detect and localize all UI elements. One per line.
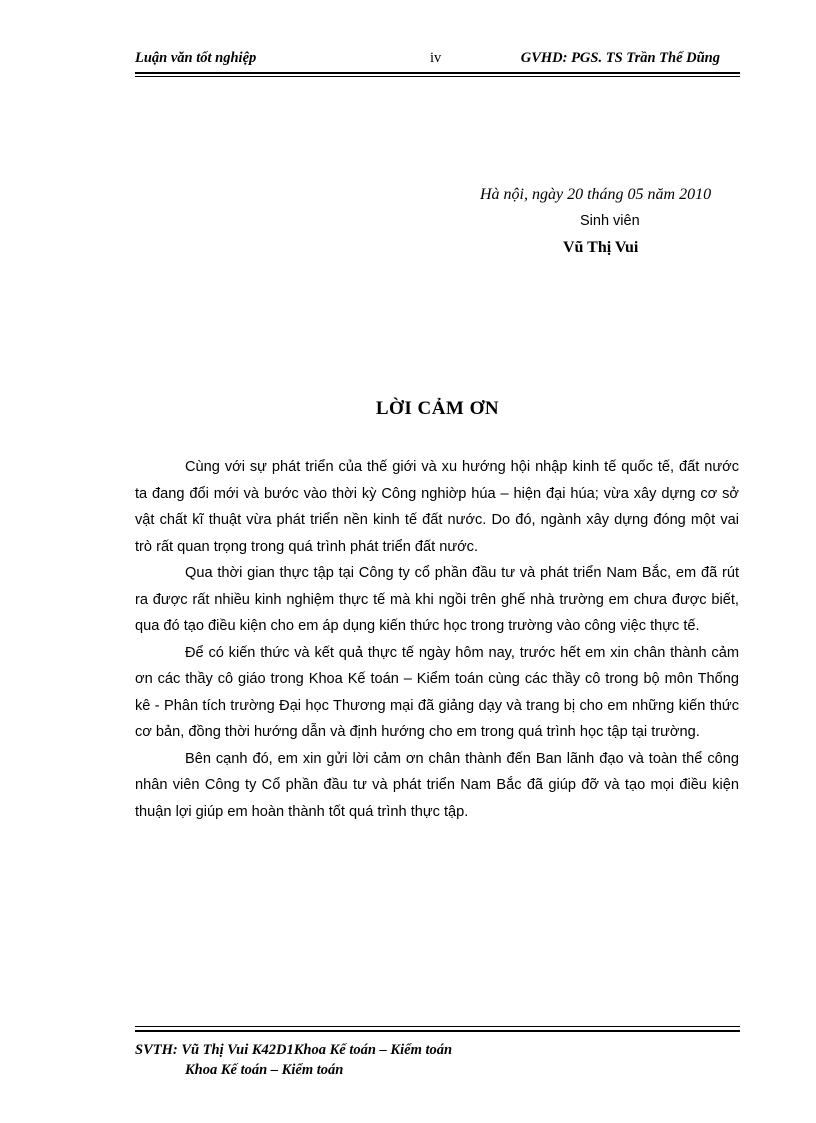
header-rule-thin <box>135 76 740 77</box>
signature-name: Vũ Thị Vui <box>563 239 639 256</box>
page-footer <box>135 1040 740 1080</box>
footer-department-line: Khoa Kế toán – Kiểm toán <box>185 1062 344 1078</box>
paragraph: Bên cạnh đó, em xin gửi lời cảm ơn chân thành đến Ban lãnh đạo và toàn thể công nhân viên Công ty Cổ phần đầu tư và phát triển Nam Bắc đã giúp đỡ và tạo mọi điều kiện thuận lợi giúp em hoàn thành tốt quá trình thực tập. <box>135 750 739 820</box>
signature-date: Hà nội, ngày 20 tháng 05 năm 2010 <box>480 186 712 203</box>
body-text <box>135 454 739 825</box>
signature-role: Sinh viên <box>580 213 640 229</box>
page-title: LỜI CẢM ƠN <box>375 398 500 419</box>
header-supervisor: GVHD: PGS. TS Trần Thế Dũng <box>520 50 720 66</box>
paragraph: Để có kiến thức và kết quả thực tế ngày hôm nay, trước hết em xin chân thành cảm ơn các thầy cô giáo trong Khoa Kế toán – Kiểm toán cùng các thầy cô trong bộ môn Thống kê - Phân tích trường Đại học Thương mại đã giảng dạy và trang bị cho em những kiến thức cơ bản, đồng thời hướng dẫn và định hướng cho em trong quá trình học tập tại trường. <box>135 644 739 740</box>
footer-student-line: SVTH: Vũ Thị Vui K42D1Khoa Kế toán – Kiểm toán <box>135 1042 453 1058</box>
footer-rule-thick <box>135 1030 740 1032</box>
header-thesis-label: Luận văn tốt nghiệp <box>135 50 257 66</box>
header-rule-thick <box>135 72 740 74</box>
page-header <box>135 44 740 70</box>
paragraph: Cùng với sự phát triển của thế giới và xu hướng hội nhập kinh tế quốc tế, đất nước ta đang đổi mới và bước vào thời kỳ Công nghiờp húa – hiện đại húa; vừa xây dựng cơ sở vật chất kĩ thuật vừa phát triển nền kinh tế đất nước. Do đó, ngành xây dựng đóng một vai trò rất quan trọng trong quá trình phát triển đất nước. <box>135 459 739 555</box>
footer-rule-thin <box>135 1026 740 1027</box>
paragraph: Qua thời gian thực tập tại Công ty cổ phần đầu tư và phát triển Nam Bắc, em đã rút ra được rất nhiều kinh nghiệm thực tế mà khi ngồi trên ghế nhà trường em chưa được biết, qua đó tạo điều kiện cho em áp dụng kiến thức học trong trường vào công việc thực tế. <box>135 565 739 634</box>
header-page-number: iv <box>430 50 442 66</box>
